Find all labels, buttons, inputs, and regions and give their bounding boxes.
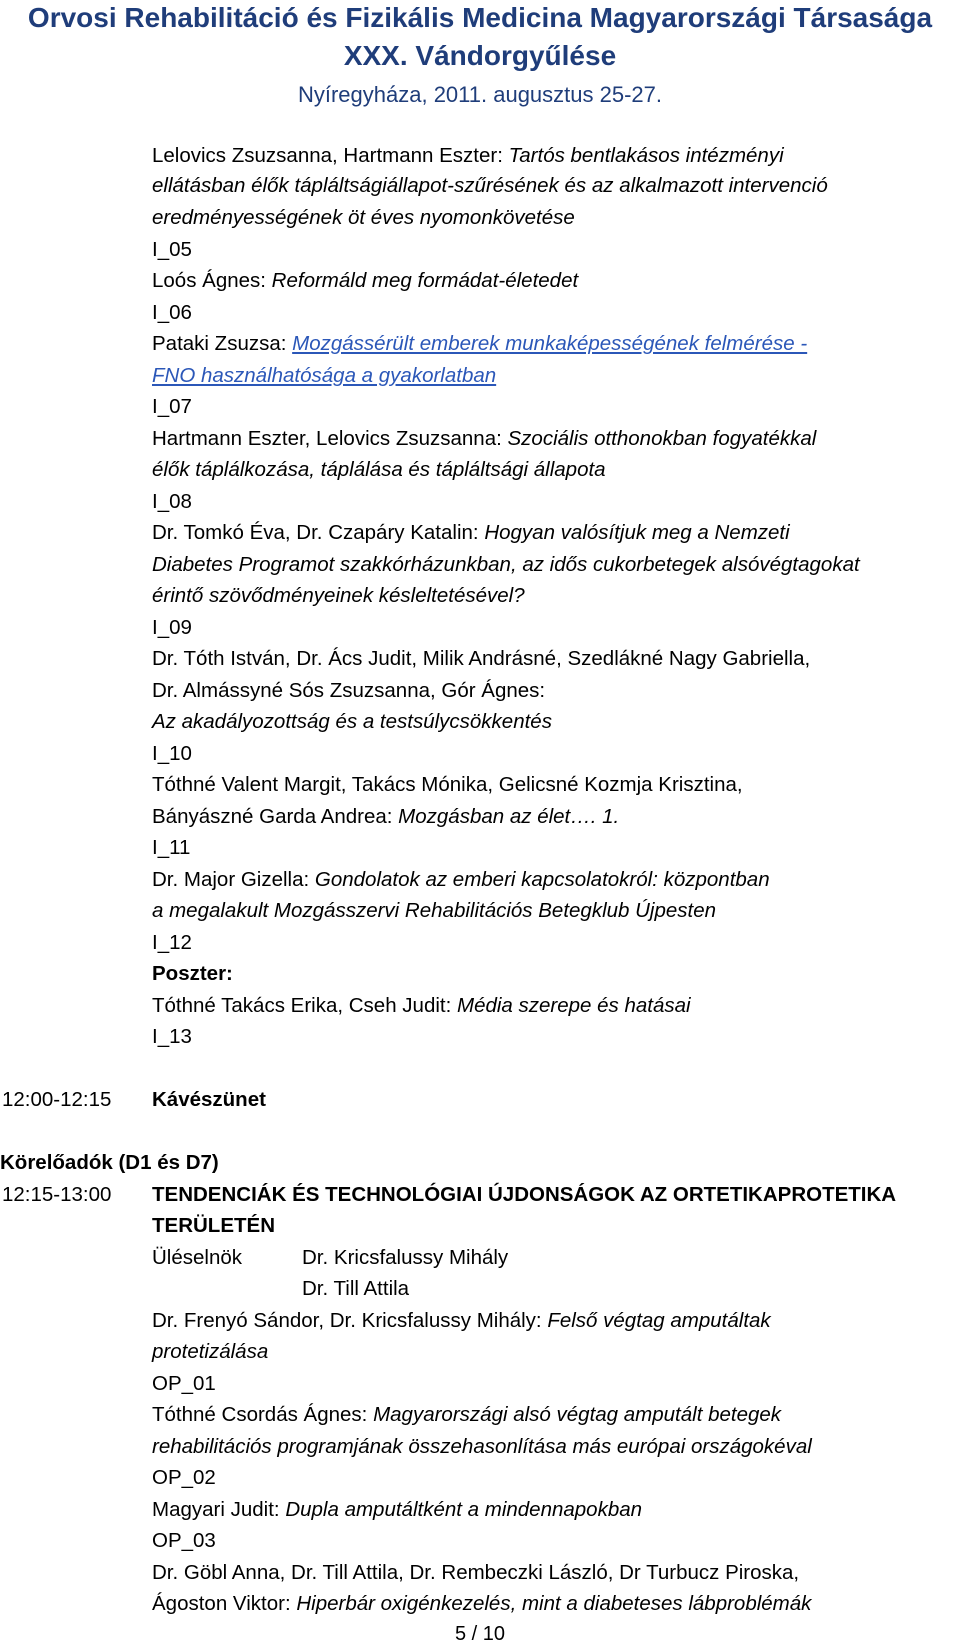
entry-line (152, 1306, 771, 1336)
entry-title: Szociális otthonokban fogyatékkal (507, 427, 817, 450)
entry-authors: Tóthné Takács Erika, Cseh Judit: (152, 994, 457, 1017)
entry-code: I_11 (152, 836, 191, 859)
break-label: Kávészünet (152, 1088, 266, 1111)
entry-authors: Bányászné Garda Andrea: (152, 805, 399, 828)
entry-authors: Dr. Almássyné Sós Zsuzsanna, Gór Ágnes: (152, 679, 546, 702)
entry-line (152, 1495, 642, 1525)
entry-authors: Ágoston Viktor: (152, 1592, 297, 1615)
entry-title: Magyarországi alsó végtag amputált betegek (373, 1403, 782, 1426)
entry-code: I_13 (152, 1025, 192, 1048)
entry-title: Az akadályozottság és a testsúlycsökkentés (152, 710, 552, 733)
entry-authors: Loós Ágnes: (152, 269, 272, 292)
session-room: Körelőadók (D1 és D7) (0, 1151, 219, 1174)
session-title: TENDENCIÁK ÉS TECHNOLÓGIAI ÚJDONSÁGOK AZ ORTETIKAPROTETIKA (152, 1183, 897, 1206)
entry-title: érintő szövődményeinek késleltetésével? (152, 584, 525, 607)
entry-line (152, 141, 784, 171)
entry-authors: Lelovics Zsuzsanna, Hartmann Eszter: (152, 144, 509, 167)
entry-code: I_09 (152, 616, 192, 639)
entry-title: Felső végtag amputáltak (547, 1309, 771, 1332)
entry-code: OP_02 (152, 1466, 216, 1489)
entry-title: Hiperbár oxigénkezelés, mint a diabeteses lábproblémák (296, 1592, 812, 1615)
entry-title: Dupla amputáltként a mindennapokban (285, 1498, 643, 1521)
entry-title: Mozgásban az élet…. 1. (398, 805, 620, 828)
entry-line (152, 266, 578, 296)
entry-title-link[interactable]: FNO használhatósága a gyakorlatban (152, 364, 497, 387)
entry-authors: Tóthné Csordás Ágnes: (152, 1403, 374, 1426)
chair-name: Dr. Kricsfalussy Mihály (302, 1246, 509, 1269)
entry-line (152, 802, 619, 832)
entry-title: élők táplálkozása, táplálása és tápláltsági állapota (152, 458, 606, 481)
chair-name: Dr. Till Attila (302, 1277, 410, 1300)
event-place-date: Nyíregyháza, 2011. augusztus 25-27. (297, 82, 663, 107)
entry-title: Reformáld meg formádat-életedet (271, 269, 579, 292)
entry-title: Diabetes Programot szakkórházunkban, az idős cukorbetegek alsóvégtagokat (152, 553, 860, 576)
entry-title: protetizálása (152, 1340, 269, 1363)
entry-title: rehabilitációs programjának összehasonlítása más európai országokéval (152, 1435, 812, 1458)
entry-title: Hogyan valósítjuk meg a Nemzeti (484, 521, 790, 544)
entry-title: Tartós bentlakásos intézményi (508, 144, 784, 167)
entry-title-link[interactable]: Mozgássérült emberek munkaképességének felmérése - (292, 332, 808, 355)
entry-code: OP_03 (152, 1529, 216, 1552)
entry-authors: Dr. Tóth István, Dr. Ács Judit, Milik Andrásné, Szedlákné Nagy Gabriella, (152, 647, 811, 670)
chairs-label: Üléselnök (152, 1246, 243, 1269)
entry-authors: Magyari Judit: (152, 1498, 286, 1521)
entry-title: eredményességének öt éves nyomonkövetése (152, 206, 575, 229)
entry-title: Média szerepe és hatásai (457, 994, 691, 1017)
entry-code: I_07 (152, 395, 192, 418)
poster-label: Poszter: (152, 962, 233, 985)
entry-authors: Dr. Göbl Anna, Dr. Till Attila, Dr. Rembeczki László, Dr Turbucz Piroska, (152, 1561, 800, 1584)
entry-code: I_06 (152, 301, 192, 324)
page-number: 5 / 10 (454, 1623, 506, 1645)
entry-line (152, 329, 807, 359)
entry-line (152, 424, 816, 454)
entry-authors: Dr. Major Gizella: (152, 868, 315, 891)
entry-title: ellátásban élők tápláltságiállapot-szűrésének és az alkalmazott intervenció (152, 174, 828, 197)
entry-line (152, 1589, 811, 1619)
entry-line (152, 1400, 781, 1430)
entry-authors: Hartmann Eszter, Lelovics Zsuzsanna: (152, 427, 508, 450)
entry-code: I_05 (152, 238, 192, 261)
break-time: 12:00-12:15 (2, 1088, 112, 1111)
entry-code: I_12 (152, 931, 192, 954)
entry-title: Gondolatok az emberi kapcsolatokról: központban (314, 868, 770, 891)
entry-code: I_10 (152, 742, 192, 765)
entry-title: a megalakult Mozgásszervi Rehabilitációs Betegklub Újpesten (152, 899, 717, 922)
entry-authors: Dr. Tomkó Éva, Dr. Czapáry Katalin: (152, 521, 485, 544)
entry-authors: Tóthné Valent Margit, Takács Mónika, Gelicsné Kozmja Krisztina, (152, 773, 743, 796)
entry-line (152, 518, 790, 548)
society-title: Orvosi Rehabilitáció és Fizikális Medicina Magyarországi Társasága (27, 2, 933, 33)
entry-code: I_08 (152, 490, 192, 513)
entry-authors: Pataki Zsuzsa: (152, 332, 293, 355)
entry-authors: Dr. Frenyó Sándor, Dr. Kricsfalussy Mihály: (152, 1309, 548, 1332)
entry-code: OP_01 (152, 1372, 216, 1395)
event-title: XXX. Vándorgyűlése (343, 40, 617, 71)
session-time: 12:15-13:00 (2, 1183, 112, 1206)
session-title: TERÜLETÉN (152, 1214, 275, 1237)
entry-line (152, 865, 770, 895)
entry-line (152, 991, 691, 1021)
